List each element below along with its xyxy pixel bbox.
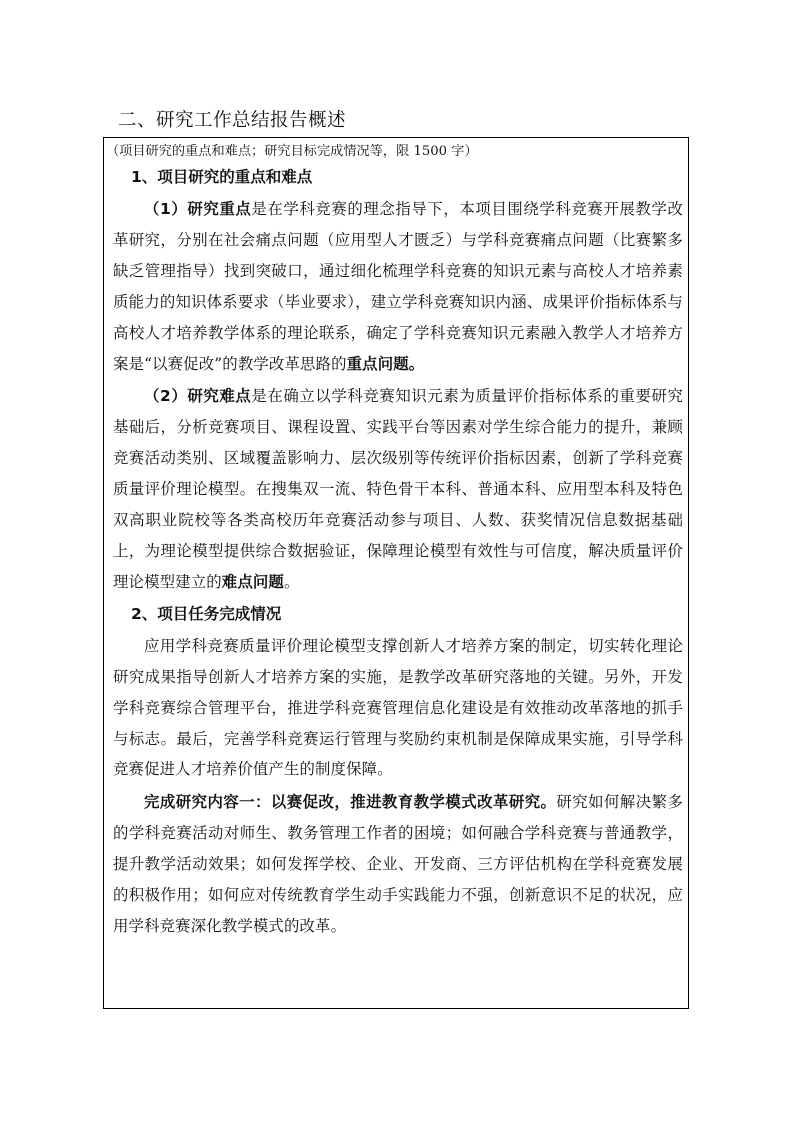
research-difficulty-text: 是在确立以学科竞赛知识元素为质量评价指标体系的重要研究基础后，分析竞赛项目、课程设置、实践平台等因素对学生综合能力的提升，兼顾竞赛活动类别、区域覆盖影响力、层次级别等传统评价指标因素，创新了学科竞赛质量评价理论模型。在搜集双一流、特色骨干本科、普通本科、应用型本科及特色双高职业院校等各类高校历年竞赛活动参与项目、人数、获奖情况信息数据基础上，为理论模型提供综合数据验证，保障理论模型有效性与可信度，解决质量评价理论模型建立的 [113, 387, 683, 591]
paragraph-task-overview: 应用学科竞赛质量评价理论模型支撑创新人才培养方案的制定，切实转化理论研究成果指导创新人才培养方案的实施，是教学改革研究落地的关键。另外，开发学科竞赛综合管理平台，推进学科竞赛管理信息化建设是有效推动改革落地的抓手与标志。最后，完善学科竞赛运行管理与奖励约束机制是保障成果实施，引导学科竞赛促进人才培养价值产生的制度保障。 [113, 636, 683, 779]
page-title: 二、研究工作总结报告概述 [118, 110, 347, 131]
research-focus-text: 是在学科竞赛的理念指导下，本项目围绕学科竞赛开展教学改革研究，分别在社会痛点问题（应用型人才匮乏）与学科竞赛痛点问题（比赛繁多缺乏管理指导）找到突破口，通过细化梳理学科竞赛的知识元素与高校人才培养素质能力的知识体系要求（毕业要求），建立学科竞赛知识内涵、成果评价指标体系与高校人才培养教学体系的理论联系，确定了学科竞赛知识元素融入教学人才培养方案是“以赛促改”的教学改革思路的 [113, 200, 683, 373]
paragraph-content-one [113, 787, 683, 942]
paragraph-research-difficulty [113, 381, 683, 597]
content-one-text: 研究如何解决繁多的学科竞赛活动对师生、教务管理工作者的困境；如何融合学科竞赛与普通教学，提升教学活动效果；如何发挥学校、企业、开发商、三方评估机构在学科竞赛发展的积极作用；如何应对传统教育学生动手实践能力不强，创新意识不足的状况，应用学科竞赛深化教学模式的改革。 [113, 793, 683, 935]
research-difficulty-end: 。 [283, 572, 300, 591]
section-heading-key-points: 1、项目研究的重点和难点 [131, 168, 313, 186]
research-focus-label: （1）研究重点 [144, 200, 252, 218]
content-one-label: 完成研究内容一：以赛促改，推进教育教学模式改革研究。 [144, 793, 557, 812]
research-difficulty-label: （2）研究难点 [144, 387, 252, 406]
report-content [113, 161, 683, 942]
paragraph-research-focus [113, 194, 683, 379]
research-focus-tail: 重点问题。 [346, 354, 425, 373]
section-heading-task-completion: 2、项目任务完成情况 [131, 604, 282, 623]
instruction-note: （项目研究的重点和难点；研究目标完成情况等，限 1500 字） [106, 144, 478, 159]
research-difficulty-tail: 难点问题 [221, 572, 284, 591]
